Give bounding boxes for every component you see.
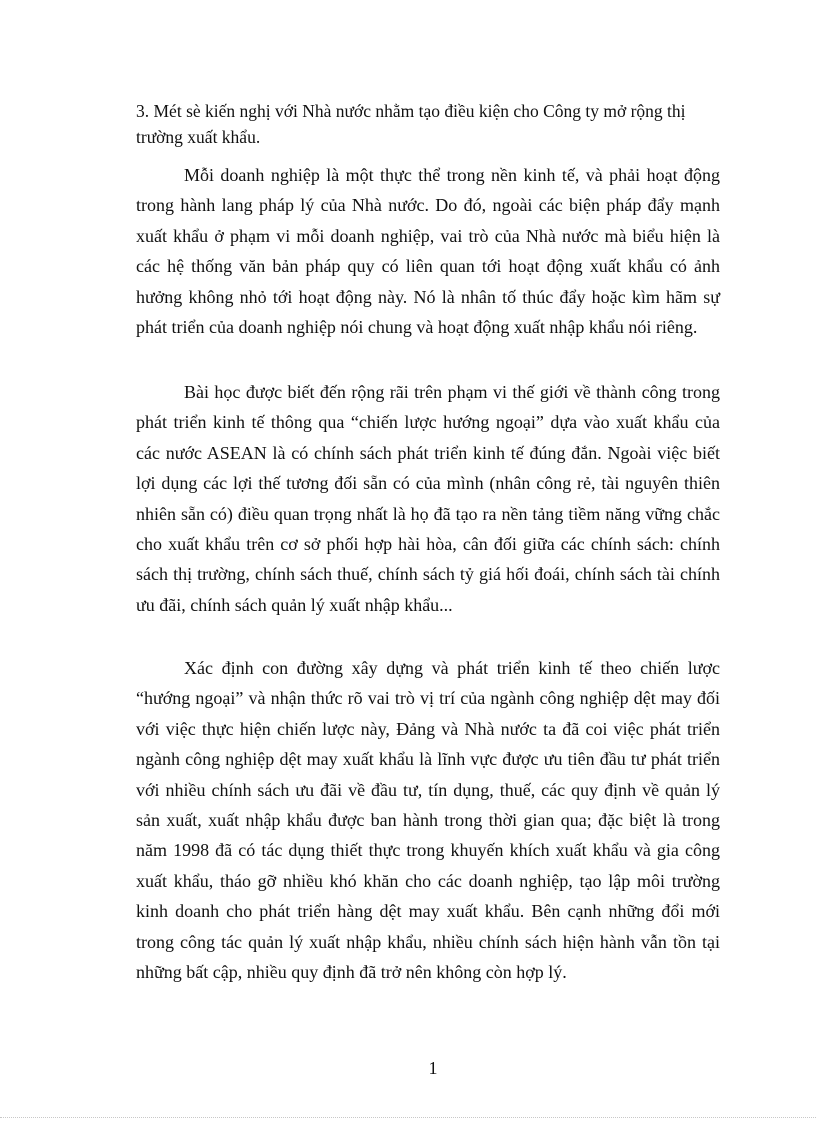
footer-divider: [0, 1117, 816, 1118]
page-number: 1: [428, 1058, 438, 1078]
paragraph-2: Bài học được biết đến rộng rãi trên phạm vi thế giới về thành công trong phát triển kinh tế thông qua “chiến lược hướng ngoại” dựa vào xuất khẩu của các nước ASEAN là có chính sách phát triển kinh tế đúng đắn. Ngoài việc biết lợi dụng các lợi thế tương đối sẵn có của mình (nhân công rẻ, tài nguyên thiên nhiên sẵn có) điều quan trọng nhất là họ đã tạo ra nền tảng tiềm năng vững chắc cho xuất khẩu trên cơ sở phối hợp hài hòa, cân đối giữa các chính sách: chính sách thị trường, chính sách thuế, chính sách tỷ giá hối đoái, chính sách tài chính ưu đãi, chính sách quản lý xuất nhập khẩu...: [136, 382, 720, 615]
paragraph-1: Mỗi doanh nghiệp là một thực thể trong nền kinh tế, và phải hoạt động trong hành lang pháp lý của Nhà nước. Do đó, ngoài các biện pháp đẩy mạnh xuất khẩu ở phạm vi mỗi doanh nghiệp, vai trò của Nhà nước mà biểu hiện là các hệ thống văn bản pháp quy có liên quan tới hoạt động xuất khẩu có ảnh hưởng không nhỏ tới hoạt động này. Nó là nhân tố thúc đẩy hoặc kìm hãm sự phát triển của doanh nghiệp nói chung và hoạt động xuất nhập khẩu nói riêng.: [136, 165, 720, 338]
paragraph-3: Xác định con đường xây dựng và phát triển kinh tế theo chiến lược “hướng ngoại” và nhận thức rõ vai trò vị trí của ngành công nghiệp dệt may đối với việc thực hiện chiến lược này, Đảng và Nhà nước ta đã coi việc phát triển ngành công nghiệp dệt may xuất khẩu là lĩnh vực được ưu tiên đầu tư phát triển với nhiều chính sách ưu đãi về đầu tư, tín dụng, thuế, các quy định về quản lý sản xuất, xuất nhập khẩu được ban hành trong thời gian qua; đặc biệt là trong năm 1998 đã có tác dụng thiết thực trong khuyến khích xuất khẩu và gia công xuất khẩu, tháo gỡ nhiều khó khăn cho các doanh nghiệp, tạo lập môi trường kinh doanh cho phát triển hàng dệt may xuất khẩu. Bên cạnh những đổi mới trong công tác quản lý xuất nhập khẩu, nhiều chính sách hiện hành vẫn tồn tại những bất cập, nhiều quy định đã trở nên không còn hợp lý.: [136, 658, 720, 983]
section-heading: 3. Mét sè kiến nghị với Nhà nước nhằm tạo điều kiện cho Công ty mở rộng thị trường xuất khẩu.: [136, 101, 686, 147]
